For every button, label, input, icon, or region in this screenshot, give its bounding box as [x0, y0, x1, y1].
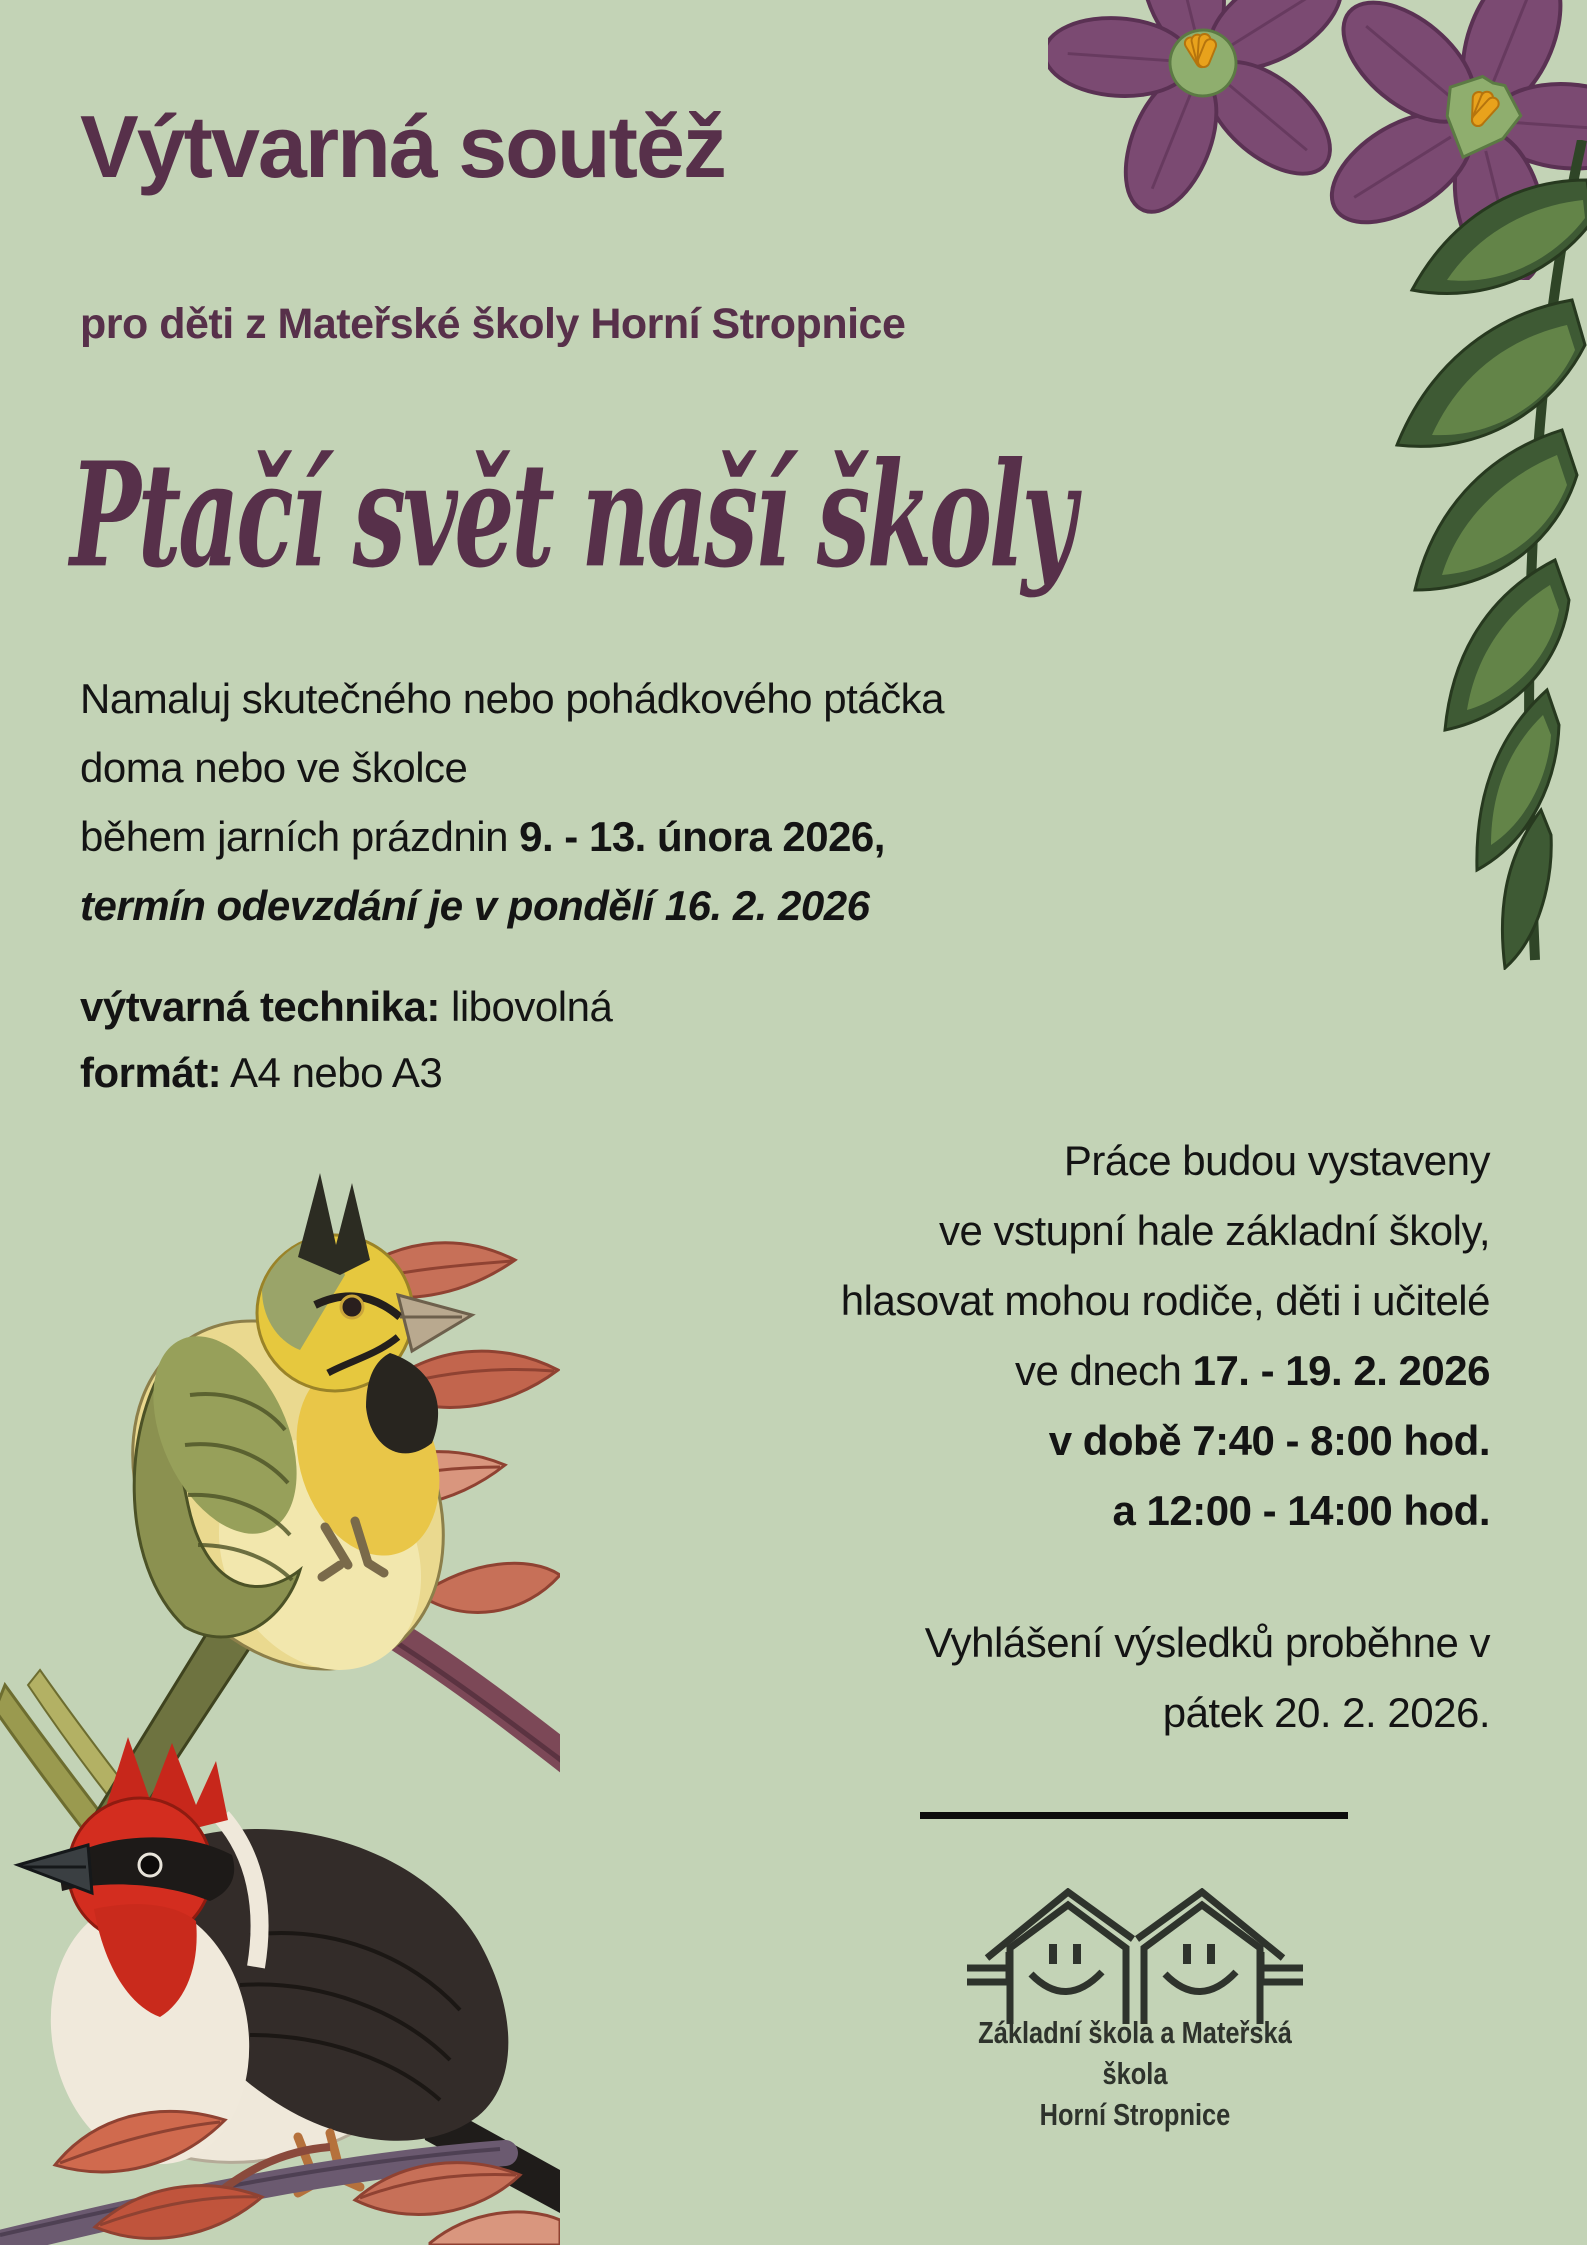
- autumn-leaf-icon: [55, 2111, 560, 2245]
- technique-line: [80, 974, 612, 1040]
- format-line: [80, 1040, 612, 1106]
- results-paragraph: [925, 1608, 1490, 1748]
- intro-line-2: doma nebo ve školce: [80, 744, 468, 791]
- intro-line-3-dates: 9. - 13. února 2026,: [519, 813, 885, 860]
- intro-paragraph: [80, 664, 944, 940]
- intro-line-3-normal: během jarních prázdnin: [80, 813, 520, 860]
- red-crested-cardinal-icon: [18, 1737, 560, 2213]
- purple-flower-icon: [1048, 0, 1358, 218]
- exhibition-line-6-time: a 12:00 - 14:00 hod.: [1112, 1487, 1490, 1534]
- exhibition-paragraph: [841, 1126, 1490, 1546]
- school-logo-icon: [965, 1888, 1305, 2028]
- green-leaf-icon: [1357, 140, 1587, 970]
- purple-flower-icon: [1318, 0, 1587, 280]
- school-name-line-2: Horní Stropnice: [1039, 2097, 1231, 2132]
- exhibition-line-4-dates: 17. - 19. 2. 2026: [1192, 1347, 1490, 1394]
- results-line-1: Vyhlášení výsledků proběhne v: [924, 1619, 1490, 1666]
- branch-icon: [225, 1543, 560, 1767]
- school-name-line-1: Základní škola a Mateřská škola: [978, 2015, 1292, 2091]
- page-title: Výtvarná soutěž: [80, 97, 725, 196]
- details-paragraph: [80, 974, 612, 1106]
- exhibition-line-1: Práce budou vystaveny: [1063, 1137, 1490, 1184]
- page-subtitle: pro děti z Mateřské školy Horní Stropnice: [80, 300, 906, 348]
- autumn-leaf-icon: [330, 1243, 560, 1613]
- intro-line-4-deadline: termín odevzdání je v pondělí 16. 2. 2026: [80, 882, 870, 929]
- school-name: [946, 2012, 1323, 2135]
- intro-line-3: [80, 802, 944, 871]
- results-line-2: pátek 20. 2. 2026.: [1162, 1689, 1490, 1736]
- format-label: formát:: [80, 1049, 222, 1096]
- branch-icon: [0, 2147, 505, 2243]
- exhibition-line-4: [841, 1336, 1490, 1406]
- technique-value: libovolná: [439, 983, 613, 1030]
- exhibition-line-3: hlasovat mohou rodiče, děti i učitelé: [840, 1277, 1490, 1324]
- birds-on-branch-illustration: [0, 1165, 560, 2245]
- grass-blade-icon: [0, 1670, 215, 1957]
- exhibition-line-2: ve vstupní hale základní školy,: [938, 1207, 1490, 1254]
- exhibition-line-4-normal: ve dnech: [1014, 1347, 1193, 1394]
- exhibition-line-5-time: v době 7:40 - 8:00 hod.: [1048, 1417, 1490, 1464]
- script-headline: Ptačí svět naší školy: [70, 430, 1074, 600]
- format-value: A4 nebo A3: [221, 1049, 443, 1096]
- technique-label: výtvarná technika:: [80, 983, 440, 1030]
- intro-line-1: Namaluj skutečného nebo pohádkového ptáčka: [80, 675, 944, 722]
- yellow-cardinal-icon: [70, 1173, 507, 1837]
- divider-line: [920, 1812, 1348, 1819]
